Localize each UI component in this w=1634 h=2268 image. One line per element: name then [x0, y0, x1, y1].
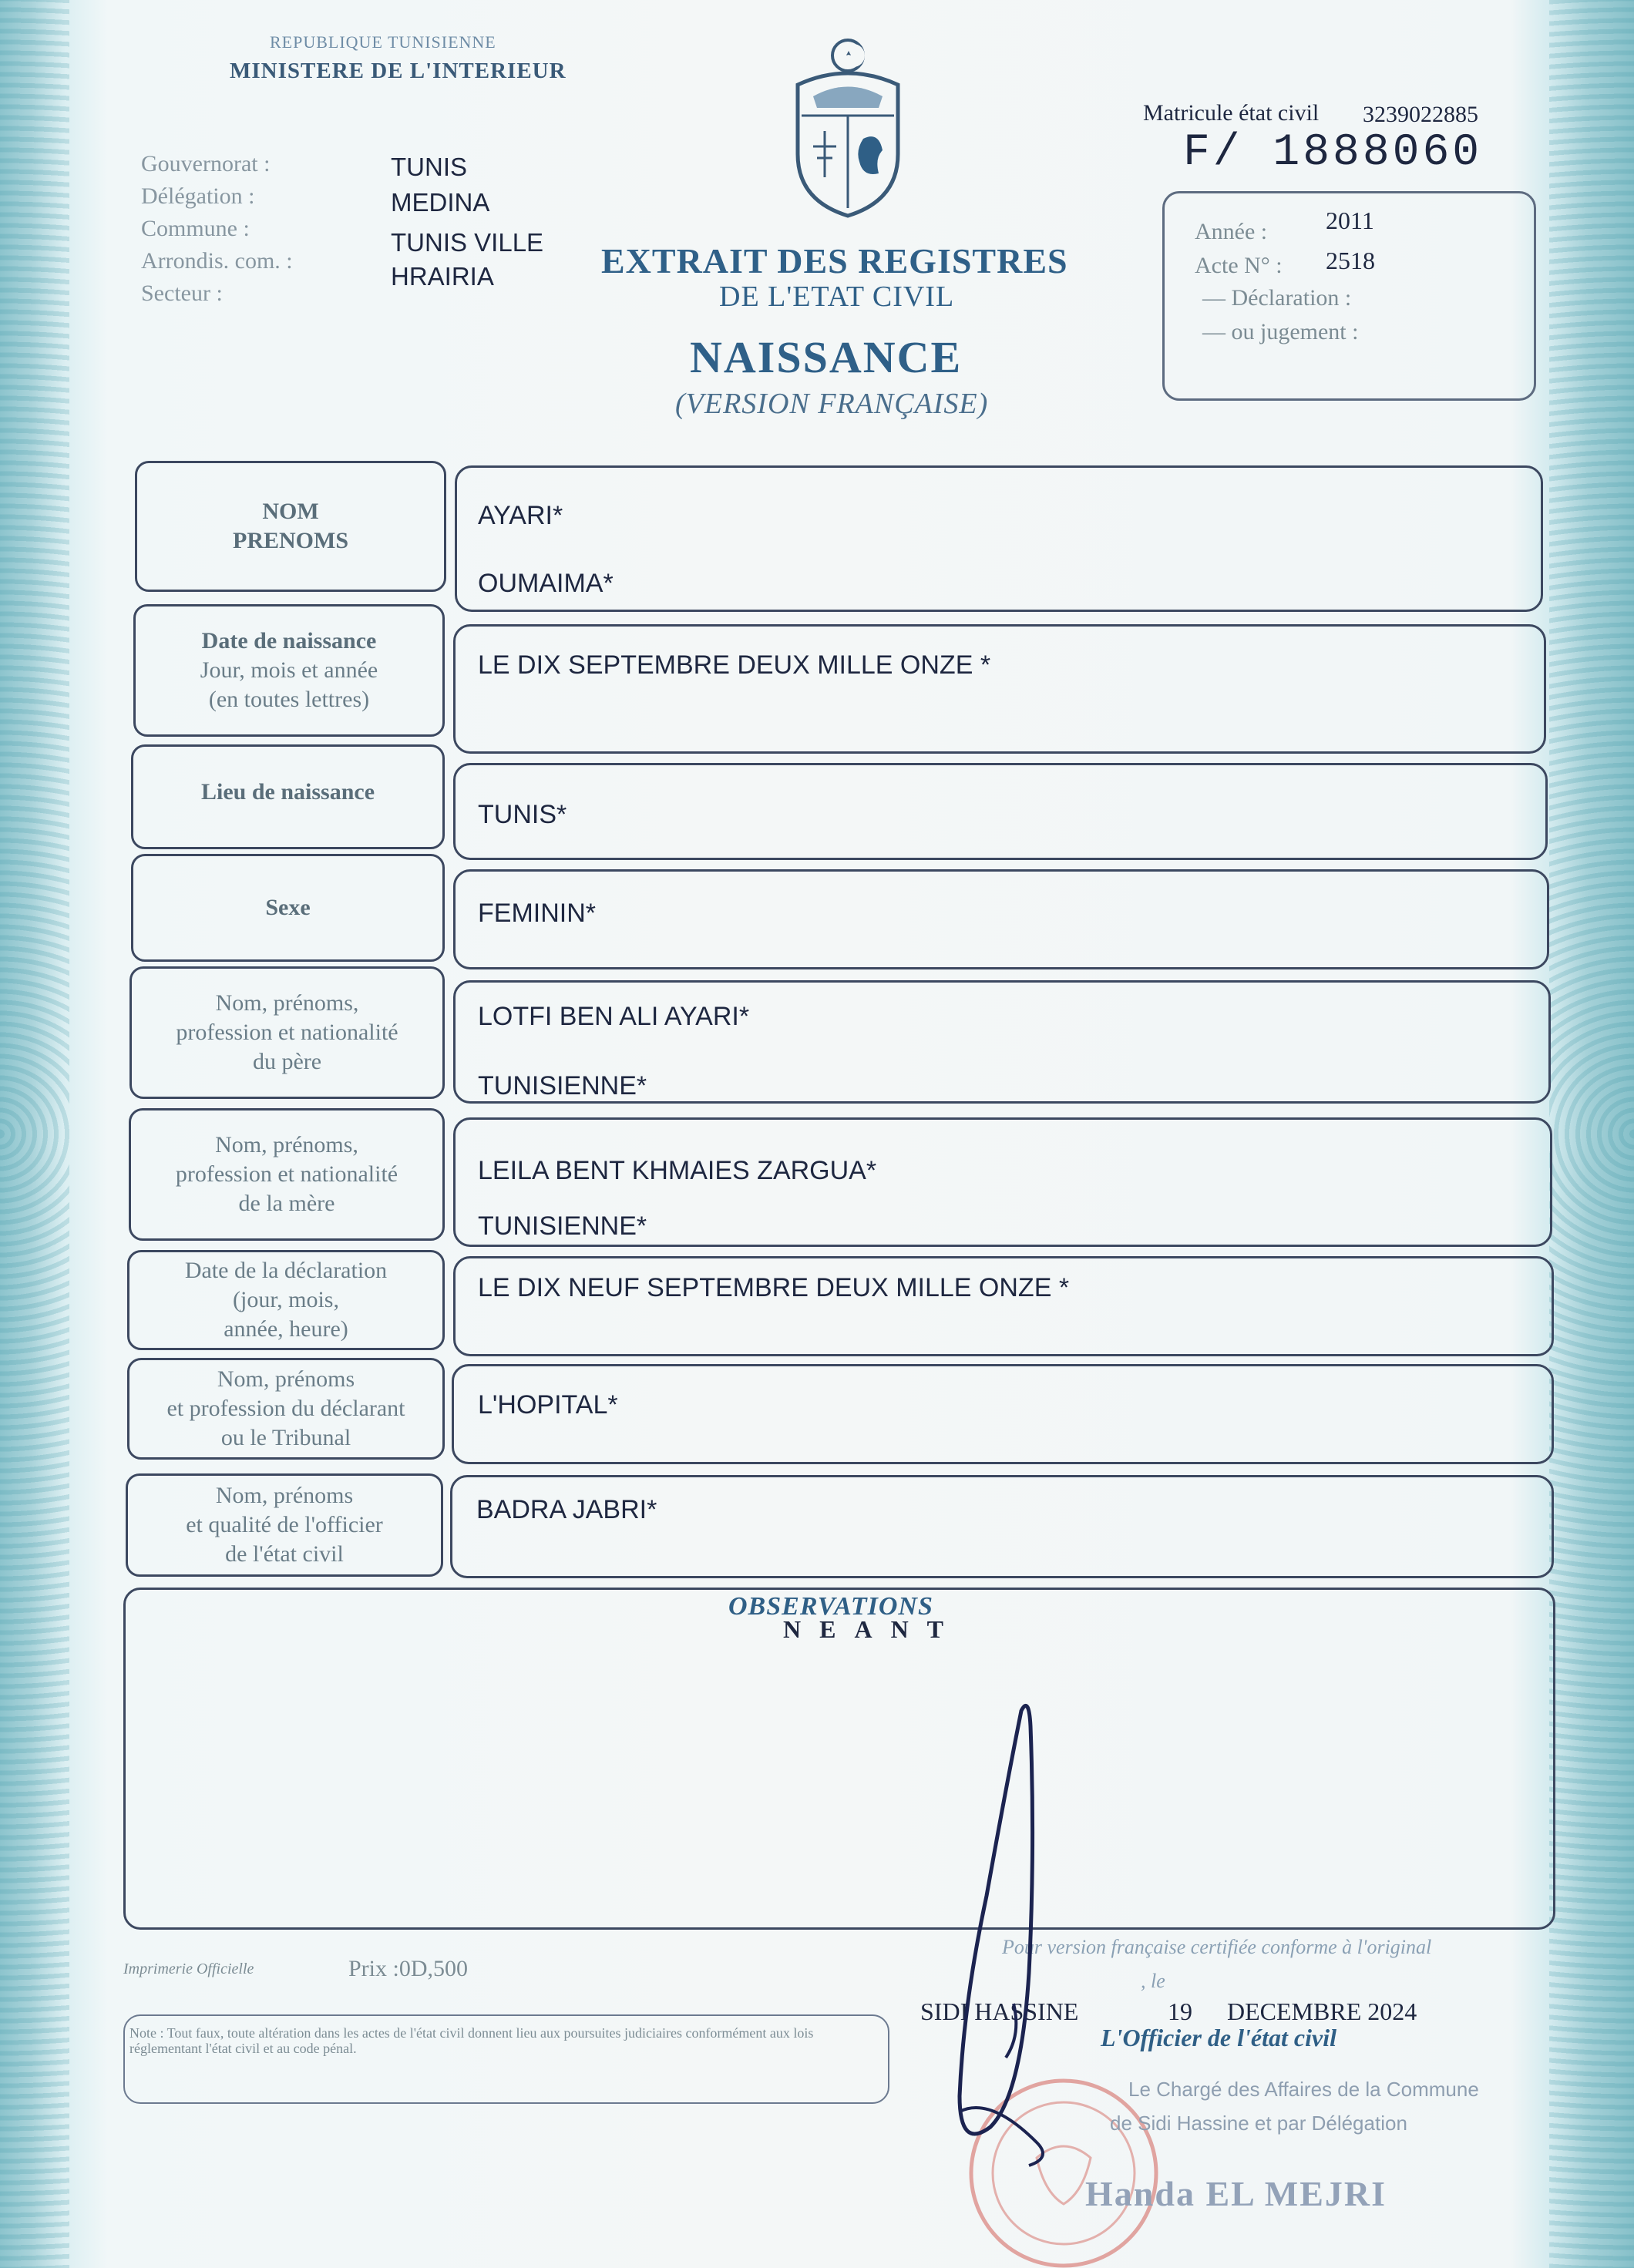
- sexe-value-box: [453, 869, 1549, 969]
- date-declaration-label-3: année, heure): [224, 1316, 348, 1342]
- officier-label-box: [126, 1473, 443, 1577]
- tunisia-coat-of-arms-icon: [782, 31, 913, 223]
- pere-label-1: Nom, prénoms,: [215, 990, 359, 1016]
- date-declaration-label-box: [127, 1250, 445, 1350]
- date-declaration-label-2: (jour, mois,: [233, 1287, 339, 1312]
- declarant-label-box: [127, 1358, 445, 1460]
- pere-label-3: du père: [252, 1049, 322, 1074]
- jugement-label: — ou jugement :: [1202, 319, 1359, 344]
- mere-label-2: profession et nationalité: [175, 1161, 398, 1187]
- nom-label: NOM: [262, 499, 319, 524]
- handwritten-signature: [944, 1695, 1098, 2173]
- secteur-label: Secteur :: [141, 281, 223, 306]
- acte-value: 2518: [1326, 247, 1375, 274]
- officier-label-3: de l'état civil: [225, 1541, 344, 1567]
- price-label: Prix :0D,500: [348, 1956, 469, 1981]
- gouvernorat-value: TUNIS: [391, 153, 467, 181]
- note-text: Note : Tout faux, toute altération dans les actes de l'état civil donnent lieu aux poursuites judiciaires conformément aux lois réglementant l'état civil et au code pénal.: [129, 2025, 814, 2056]
- act-type-title: NAISSANCE: [690, 332, 963, 382]
- nom-value: AYARI*: [478, 501, 563, 530]
- republic-label: REPUBLIQUE TUNISIENNE: [270, 32, 496, 52]
- mere-label-box: [129, 1108, 445, 1241]
- sexe-label-box: [131, 854, 445, 962]
- document-title: EXTRAIT DES REGISTRES: [601, 241, 1068, 281]
- officier-label-2: et qualité de l'officier: [186, 1512, 383, 1537]
- date-declaration-value: LE DIX NEUF SEPTEMBRE DEUX MILLE ONZE *: [478, 1273, 1070, 1302]
- commune-value: TUNIS VILLE: [391, 228, 544, 257]
- lieu-naissance-value-box: [453, 763, 1548, 860]
- date-naissance-label: Date de naissance: [201, 628, 377, 654]
- date-naissance-sublabel-2: (en toutes lettres): [208, 687, 370, 712]
- prenoms-value: OUMAIMA*: [478, 569, 614, 598]
- pere-name-value: LOTFI BEN ALI AYARI*: [478, 1002, 750, 1031]
- certification-text: Pour version française certifiée conforme à l'original: [1002, 1936, 1432, 1958]
- pere-nationality-value: TUNISIENNE*: [478, 1071, 647, 1100]
- nom-prenoms-value-box: [455, 465, 1543, 612]
- declarant-value: L'HOPITAL*: [478, 1390, 618, 1420]
- stamp-caption-1: Le Chargé des Affaires de la Commune: [1128, 2078, 1479, 2101]
- place-value: SIDI HASSINE: [920, 1998, 1079, 2025]
- mere-nationality-value: TUNISIENNE*: [478, 1211, 647, 1241]
- imprimerie-label: Imprimerie Officielle: [123, 1961, 254, 1977]
- right-decorative-border: [1549, 0, 1634, 2268]
- date-declaration-label-1: Date de la déclaration: [184, 1258, 388, 1283]
- date-naissance-sublabel-1: Jour, mois et année: [200, 657, 378, 683]
- officer-name: Handa EL MEJRI: [1085, 2174, 1387, 2213]
- matricule-value: 3239022885: [1363, 102, 1478, 127]
- stamp-caption-2: de Sidi Hassine et par Délégation: [1110, 2112, 1407, 2135]
- arrondissement-label: Arrondis. com. :: [141, 248, 293, 274]
- annee-value: 2011: [1326, 207, 1374, 234]
- delegation-value: MEDINA: [391, 188, 490, 217]
- acte-label: Acte N° :: [1195, 253, 1283, 278]
- matricule-label: Matricule état civil: [1143, 100, 1320, 126]
- serial-number: F/ 1888060: [1183, 128, 1483, 178]
- date-declaration-value-box: [453, 1256, 1554, 1356]
- observations-title: OBSERVATIONS: [728, 1592, 933, 1621]
- officier-label-1: Nom, prénoms: [215, 1483, 354, 1508]
- left-decorative-border: [0, 0, 69, 2268]
- sexe-label: Sexe: [265, 895, 311, 920]
- gouvernorat-label: Gouvernorat :: [141, 151, 271, 176]
- date-naissance-value-box: [453, 624, 1546, 754]
- commune-label: Commune :: [141, 216, 250, 241]
- date-month-year-value: DECEMBRE 2024: [1227, 1998, 1417, 2025]
- certification-le: , le: [1141, 1970, 1165, 1992]
- nom-prenoms-label-box: [135, 461, 446, 592]
- declaration-label: — Déclaration :: [1202, 285, 1352, 311]
- declarant-label-3: ou le Tribunal: [220, 1425, 351, 1450]
- officer-title: L'Officier de l'état civil: [1101, 2024, 1336, 2051]
- officier-value-box: [450, 1475, 1554, 1578]
- observations-value: NEANT: [783, 1615, 963, 1643]
- document-subtitle: DE L'ETAT CIVIL: [719, 281, 955, 313]
- prenoms-label: PRENOMS: [233, 528, 348, 553]
- pere-label-box: [129, 966, 445, 1099]
- declarant-label-2: et profession du déclarant: [166, 1396, 405, 1421]
- mere-label-1: Nom, prénoms,: [215, 1132, 358, 1158]
- declarant-label-1: Nom, prénoms: [217, 1366, 355, 1392]
- pere-label-2: profession et nationalité: [176, 1020, 398, 1045]
- lieu-naissance-label: Lieu de naissance: [200, 779, 375, 805]
- arrondissement-value: HRAIRIA: [391, 262, 494, 291]
- date-day-value: 19: [1168, 1998, 1192, 2025]
- lieu-naissance-label-box: [131, 744, 445, 849]
- annee-label: Année :: [1195, 219, 1268, 244]
- ministry-label: MINISTERE DE L'INTERIEUR: [230, 59, 567, 83]
- sexe-value: FEMININ*: [478, 899, 596, 928]
- mere-name-value: LEILA BENT KHMAIES ZARGUA*: [478, 1156, 877, 1185]
- officier-value: BADRA JABRI*: [476, 1495, 657, 1524]
- delegation-label: Délégation :: [141, 183, 255, 209]
- date-naissance-value: LE DIX SEPTEMBRE DEUX MILLE ONZE *: [478, 650, 991, 680]
- mere-label-3: de la mère: [238, 1191, 335, 1216]
- lieu-naissance-value: TUNIS*: [478, 800, 567, 829]
- date-naissance-label-box: [133, 604, 445, 737]
- version-label: (VERSION FRANÇAISE): [675, 388, 989, 420]
